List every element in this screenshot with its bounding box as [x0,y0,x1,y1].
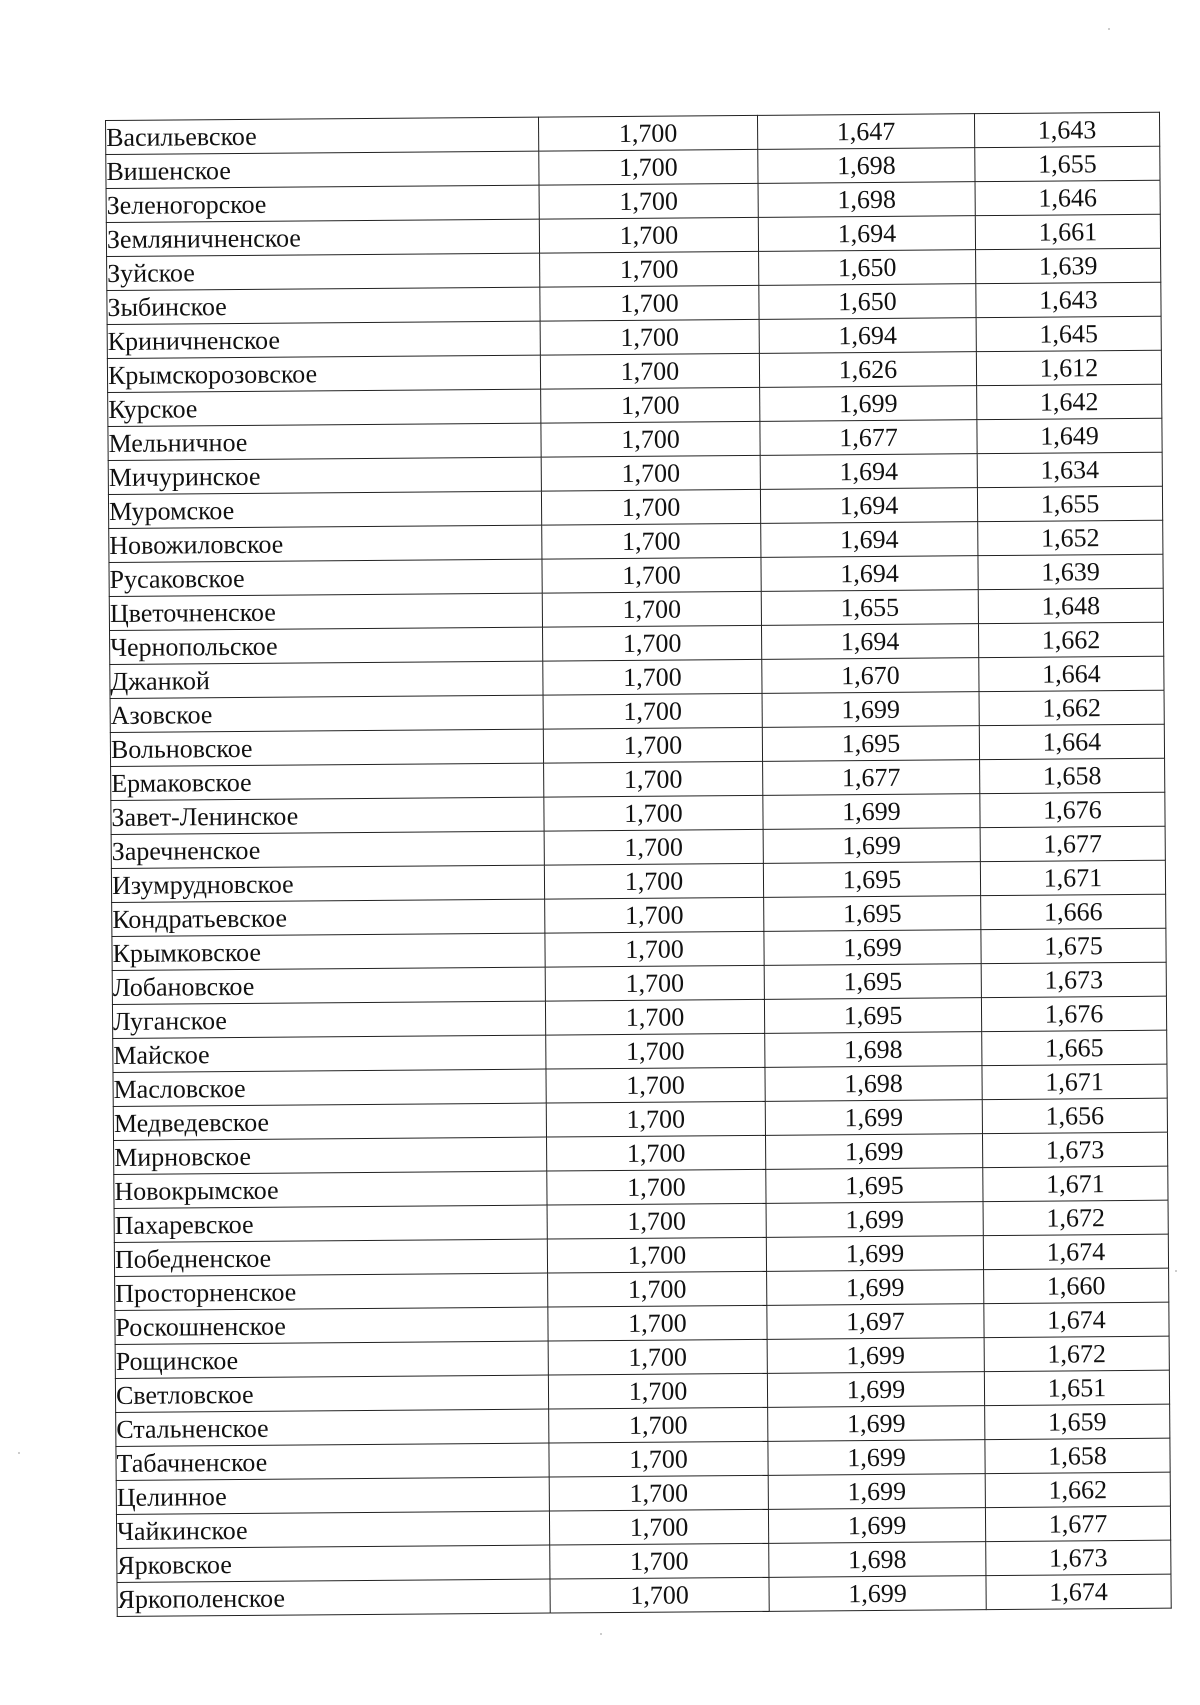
value-cell-1: 1,700 [548,1373,767,1409]
value-cell-3: 1,655 [977,486,1162,521]
settlement-name-cell: Цветочненское [109,593,542,630]
value-cell-3: 1,643 [974,112,1159,147]
value-cell-3: 1,677 [980,826,1165,861]
settlement-name-cell: Рощинское [115,1341,548,1378]
value-cell-2: 1,699 [767,1270,984,1306]
settlement-name-cell: Яркополенское [117,1579,550,1616]
settlement-name-cell: Новожиловское [109,525,542,562]
value-cell-3: 1,675 [981,928,1166,963]
settlement-name-cell: Масловское [113,1069,546,1106]
scan-speck [18,1452,20,1454]
value-cell-1: 1,700 [546,1101,765,1137]
value-cell-3: 1,642 [977,384,1162,419]
settlement-name-cell: Мельничное [108,423,541,460]
value-cell-3: 1,658 [980,758,1165,793]
value-cell-1: 1,700 [542,591,761,627]
value-cell-2: 1,699 [765,1134,982,1170]
value-cell-2: 1,694 [760,454,977,490]
value-cell-1: 1,700 [549,1407,768,1443]
settlement-name-cell: Мичуринское [108,457,541,494]
value-cell-3: 1,656 [982,1098,1167,1133]
value-cell-2: 1,694 [761,522,978,558]
value-cell-2: 1,699 [767,1338,984,1374]
settlement-name-cell: Курское [108,389,541,426]
value-cell-3: 1,671 [980,860,1165,895]
settlement-name-cell: Зыбинское [107,287,540,324]
value-cell-3: 1,674 [983,1234,1168,1269]
value-cell-3: 1,662 [978,622,1163,657]
value-cell-2: 1,699 [760,386,977,422]
value-cell-1: 1,700 [542,557,761,593]
value-cell-1: 1,700 [542,625,761,661]
value-cell-3: 1,664 [979,656,1164,691]
value-cell-1: 1,700 [543,659,762,695]
value-cell-2: 1,699 [766,1202,983,1238]
value-cell-1: 1,700 [550,1577,769,1613]
value-cell-2: 1,694 [761,556,978,592]
value-cell-2: 1,699 [768,1474,985,1510]
scan-speck [600,1633,602,1635]
settlement-name-cell: Чернопольское [110,627,543,664]
value-cell-2: 1,699 [765,1100,982,1136]
value-cell-3: 1,676 [980,792,1165,827]
value-cell-2: 1,699 [763,794,980,830]
data-table [105,112,1172,1617]
value-cell-1: 1,700 [543,693,762,729]
value-cell-1: 1,700 [545,931,764,967]
value-cell-3: 1,651 [984,1370,1169,1405]
value-cell-2: 1,695 [762,726,979,762]
settlement-name-cell: Медведевское [113,1103,546,1140]
value-cell-2: 1,694 [758,216,975,252]
value-cell-1: 1,700 [545,897,764,933]
settlement-name-cell: Крымковское [112,933,545,970]
value-cell-1: 1,700 [549,1441,768,1477]
settlement-name-cell: Роскошненское [115,1307,548,1344]
value-cell-1: 1,700 [545,999,764,1035]
value-cell-1: 1,700 [546,1067,765,1103]
settlement-name-cell: Русаковское [109,559,542,596]
settlement-name-cell: Победненское [114,1239,547,1276]
settlement-name-cell: Зеленогорское [106,185,539,222]
value-cell-1: 1,700 [545,965,764,1001]
value-cell-1: 1,700 [538,115,757,151]
value-cell-3: 1,639 [978,554,1163,589]
value-cell-2: 1,655 [761,590,978,626]
settlement-name-cell: Крымскорозовское [107,355,540,392]
value-cell-1: 1,700 [547,1135,766,1171]
value-cell-2: 1,699 [767,1372,984,1408]
value-cell-1: 1,700 [540,353,759,389]
value-cell-2: 1,626 [759,352,976,388]
value-cell-2: 1,695 [764,964,981,1000]
value-cell-2: 1,699 [763,828,980,864]
value-cell-3: 1,674 [984,1302,1169,1337]
value-cell-2: 1,697 [767,1304,984,1340]
value-cell-3: 1,673 [986,1540,1171,1575]
value-cell-1: 1,700 [546,1033,765,1069]
value-cell-2: 1,695 [764,896,981,932]
value-cell-3: 1,665 [982,1030,1167,1065]
value-cell-1: 1,700 [549,1509,768,1545]
scan-speck [1108,28,1110,30]
value-cell-2: 1,694 [760,488,977,524]
settlement-name-cell: Заречненское [111,831,544,868]
value-cell-1: 1,700 [541,489,760,525]
value-cell-3: 1,634 [977,452,1162,487]
settlement-name-cell: Муромское [108,491,541,528]
value-cell-2: 1,699 [769,1576,986,1612]
value-cell-3: 1,652 [978,520,1163,555]
settlement-name-cell: Земляничненское [106,219,539,256]
settlement-name-cell: Вишенское [106,151,539,188]
value-cell-1: 1,700 [540,319,759,355]
value-cell-1: 1,700 [547,1237,766,1273]
value-cell-2: 1,699 [764,930,981,966]
value-cell-2: 1,650 [759,284,976,320]
value-cell-3: 1,666 [981,894,1166,929]
value-cell-1: 1,700 [542,523,761,559]
settlement-name-cell: Зуйское [107,253,540,290]
value-cell-2: 1,647 [757,114,974,150]
settlement-name-cell: Азовское [110,695,543,732]
value-cell-2: 1,695 [766,1168,983,1204]
value-cell-3: 1,658 [985,1438,1170,1473]
value-cell-3: 1,643 [976,282,1161,317]
value-cell-3: 1,673 [981,962,1166,997]
settlement-name-cell: Светловское [115,1375,548,1412]
value-cell-2: 1,698 [758,148,975,184]
value-cell-1: 1,700 [539,149,758,185]
value-cell-2: 1,695 [763,862,980,898]
value-cell-1: 1,700 [539,183,758,219]
settlement-name-cell: Криничненское [107,321,540,358]
settlement-name-cell: Завет-Ленинское [111,797,544,834]
scan-speck [1175,1270,1177,1272]
value-cell-3: 1,655 [975,146,1160,181]
settlement-name-cell: Майское [113,1035,546,1072]
settlement-name-cell: Луганское [112,1001,545,1038]
settlement-name-cell: Васильевское [106,117,539,154]
value-cell-1: 1,700 [543,727,762,763]
table-row [117,1574,1171,1616]
value-cell-2: 1,650 [759,250,976,286]
table-container [105,112,1172,1617]
value-cell-2: 1,698 [769,1542,986,1578]
value-cell-3: 1,639 [976,248,1161,283]
settlement-name-cell: Ермаковское [111,763,544,800]
settlement-name-cell: Кондратьевское [112,899,545,936]
value-cell-1: 1,700 [548,1271,767,1307]
value-cell-1: 1,700 [547,1203,766,1239]
value-cell-2: 1,670 [762,658,979,694]
settlement-name-cell: Чайкинское [116,1511,549,1548]
table-body [106,112,1172,1616]
value-cell-3: 1,677 [985,1506,1170,1541]
value-cell-2: 1,699 [766,1236,983,1272]
value-cell-1: 1,700 [540,251,759,287]
value-cell-3: 1,671 [983,1166,1168,1201]
value-cell-1: 1,700 [549,1475,768,1511]
value-cell-3: 1,673 [982,1132,1167,1167]
settlement-name-cell: Джанкой [110,661,543,698]
value-cell-1: 1,700 [540,285,759,321]
value-cell-2: 1,698 [765,1066,982,1102]
value-cell-3: 1,645 [976,316,1161,351]
settlement-name-cell: Мирновское [114,1137,547,1174]
settlement-name-cell: Просторненское [115,1273,548,1310]
value-cell-3: 1,676 [981,996,1166,1031]
settlement-name-cell: Пахаревское [114,1205,547,1242]
value-cell-1: 1,700 [544,795,763,831]
value-cell-3: 1,661 [975,214,1160,249]
settlement-name-cell: Вольновское [110,729,543,766]
settlement-name-cell: Изумрудновское [111,865,544,902]
value-cell-1: 1,700 [550,1543,769,1579]
settlement-name-cell: Стальненское [116,1409,549,1446]
value-cell-1: 1,700 [541,421,760,457]
value-cell-2: 1,698 [765,1032,982,1068]
value-cell-1: 1,700 [548,1305,767,1341]
value-cell-3: 1,672 [983,1200,1168,1235]
value-cell-3: 1,648 [978,588,1163,623]
value-cell-2: 1,698 [758,182,975,218]
value-cell-2: 1,694 [761,624,978,660]
value-cell-3: 1,612 [976,350,1161,385]
settlement-name-cell: Целинное [116,1477,549,1514]
value-cell-1: 1,700 [544,829,763,865]
value-cell-3: 1,662 [985,1472,1170,1507]
value-cell-3: 1,659 [985,1404,1170,1439]
value-cell-2: 1,677 [760,420,977,456]
value-cell-1: 1,700 [541,455,760,491]
value-cell-3: 1,660 [984,1268,1169,1303]
value-cell-1: 1,700 [544,761,763,797]
value-cell-1: 1,700 [548,1339,767,1375]
settlement-name-cell: Лобановское [112,967,545,1004]
value-cell-2: 1,699 [768,1508,985,1544]
value-cell-2: 1,699 [768,1440,985,1476]
value-cell-1: 1,700 [547,1169,766,1205]
value-cell-3: 1,649 [977,418,1162,453]
value-cell-1: 1,700 [544,863,763,899]
settlement-name-cell: Табачненское [116,1443,549,1480]
value-cell-3: 1,662 [979,690,1164,725]
value-cell-2: 1,695 [764,998,981,1034]
value-cell-3: 1,671 [982,1064,1167,1099]
value-cell-3: 1,664 [979,724,1164,759]
value-cell-3: 1,674 [986,1574,1171,1609]
value-cell-2: 1,677 [763,760,980,796]
value-cell-3: 1,672 [984,1336,1169,1371]
value-cell-1: 1,700 [539,217,758,253]
value-cell-1: 1,700 [541,387,760,423]
value-cell-3: 1,646 [975,180,1160,215]
value-cell-2: 1,694 [759,318,976,354]
value-cell-2: 1,699 [762,692,979,728]
settlement-name-cell: Новокрымское [114,1171,547,1208]
value-cell-2: 1,699 [768,1406,985,1442]
settlement-name-cell: Ярковское [117,1545,550,1582]
